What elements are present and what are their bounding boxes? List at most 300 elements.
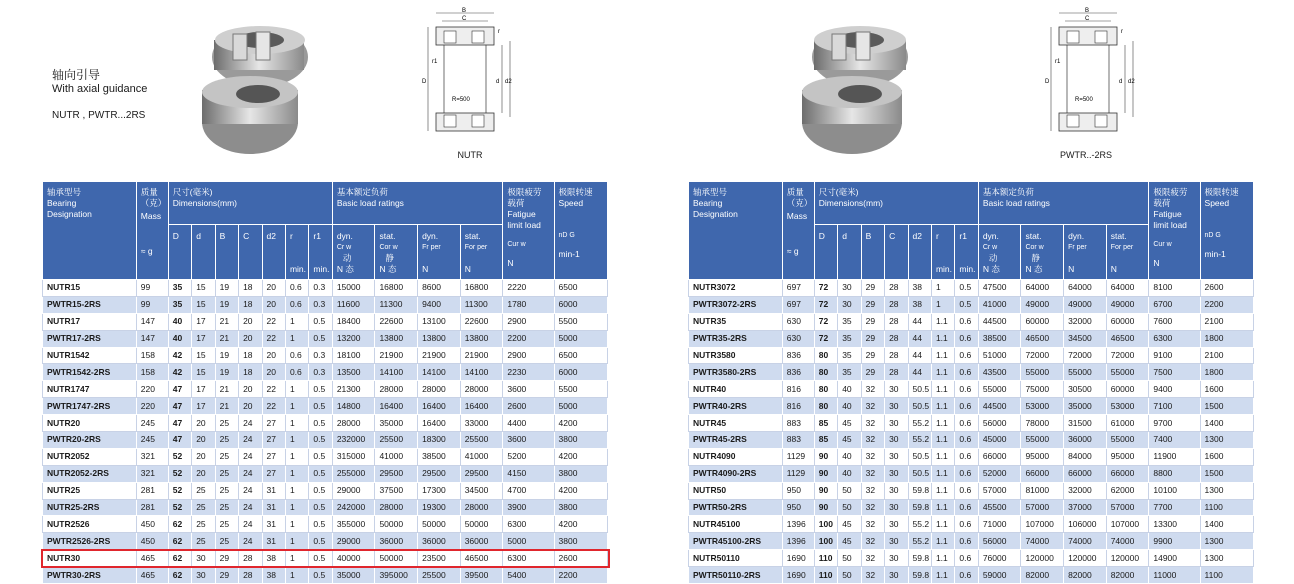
- table-cell: 6700: [1149, 296, 1200, 313]
- table-cell: 18: [239, 296, 262, 313]
- table-cell: 21900: [418, 347, 461, 364]
- table-cell: 16400: [418, 415, 461, 432]
- table-cell: 11300: [375, 296, 418, 313]
- table-cell: 14100: [418, 364, 461, 381]
- table-cell: 28: [885, 347, 908, 364]
- table-cell: 24: [239, 516, 262, 533]
- table-row: [689, 280, 1254, 297]
- table-cell: 9400: [1149, 381, 1200, 398]
- table-cell: 30: [838, 296, 861, 313]
- table-cell: 2600: [554, 550, 607, 567]
- table-cell: 1300: [1200, 533, 1253, 550]
- table-cell: 30: [838, 280, 861, 297]
- table-cell: 28: [885, 330, 908, 347]
- table-cell: 20: [239, 330, 262, 347]
- table-cell: 16400: [460, 398, 503, 415]
- table-cell: 630: [782, 313, 814, 330]
- table-cell: 1.1: [931, 499, 954, 516]
- designation-cell: PWTR1747-2RS: [43, 398, 137, 415]
- table-cell: 90: [814, 448, 837, 465]
- table-row: [43, 448, 608, 465]
- table-cell: 50000: [418, 516, 461, 533]
- table-cell: 66000: [1064, 465, 1107, 482]
- table-cell: 49000: [1106, 296, 1149, 313]
- table-cell: 90: [814, 465, 837, 482]
- table-row: [43, 415, 608, 432]
- table-cell: 395000: [375, 567, 418, 584]
- table-cell: 60000: [1106, 381, 1149, 398]
- table-cell: 9700: [1149, 415, 1200, 432]
- table-cell: 7600: [1149, 313, 1200, 330]
- table-cell: 44: [908, 330, 931, 347]
- table-cell: 20: [192, 432, 215, 449]
- table-cell: 29: [861, 347, 884, 364]
- table-cell: 35: [168, 296, 191, 313]
- table-cell: 20: [239, 381, 262, 398]
- table-cell: 59.8: [908, 550, 931, 567]
- table-cell: 1: [285, 330, 308, 347]
- table-cell: 66000: [1021, 465, 1064, 482]
- table-cell: 0.6: [955, 347, 978, 364]
- designation-cell: PWTR50-2RS: [689, 499, 783, 516]
- table-cell: 5000: [503, 533, 554, 550]
- table-cell: 29000: [332, 533, 375, 550]
- table-cell: 1100: [1200, 499, 1253, 516]
- table-cell: 35: [838, 330, 861, 347]
- table-row: [43, 364, 608, 381]
- table-cell: 45: [838, 533, 861, 550]
- designation-cell: PWTR4090-2RS: [689, 465, 783, 482]
- table-cell: 28000: [375, 499, 418, 516]
- table-cell: 1: [285, 567, 308, 584]
- table-cell: 1800: [1200, 330, 1253, 347]
- table-cell: 5500: [554, 313, 607, 330]
- table-cell: 0.5: [309, 533, 332, 550]
- table-cell: 1.1: [931, 415, 954, 432]
- designation-cell: NUTR25-2RS: [43, 499, 137, 516]
- table-cell: 25: [215, 415, 238, 432]
- table-cell: 20: [192, 415, 215, 432]
- bearing-drawing-right: [1037, 5, 1137, 150]
- label-B: B: [1085, 8, 1090, 14]
- table-cell: 465: [136, 567, 168, 584]
- table-cell: 24: [239, 533, 262, 550]
- table-cell: 32: [861, 381, 884, 398]
- table-cell: 35: [838, 364, 861, 381]
- table-cell: 20: [239, 313, 262, 330]
- table-cell: 14800: [332, 398, 375, 415]
- designation-cell: NUTR50110: [689, 550, 783, 567]
- table-cell: 47: [168, 381, 191, 398]
- table-row: [43, 432, 608, 449]
- table-cell: 7400: [1149, 432, 1200, 449]
- table-cell: 66000: [1106, 465, 1149, 482]
- table-cell: 25: [192, 516, 215, 533]
- designation-cell: NUTR2052: [43, 448, 137, 465]
- table-row: [689, 550, 1254, 567]
- table-cell: 32000: [1064, 482, 1107, 499]
- table-cell: 1.1: [931, 330, 954, 347]
- designation-cell: PWTR30-2RS: [43, 567, 137, 584]
- table-cell: 7500: [1149, 364, 1200, 381]
- table-cell: 18300: [418, 432, 461, 449]
- table-cell: 1.1: [931, 533, 954, 550]
- table-cell: 42: [168, 347, 191, 364]
- table-cell: 14100: [375, 364, 418, 381]
- table-cell: 31: [262, 533, 285, 550]
- table-cell: 38: [908, 296, 931, 313]
- table-cell: 24: [239, 432, 262, 449]
- table-cell: 72000: [1106, 347, 1149, 364]
- table-cell: 18: [239, 347, 262, 364]
- table-row: [43, 533, 608, 550]
- table-cell: 0.6: [955, 482, 978, 499]
- table-cell: 1300: [1200, 432, 1253, 449]
- table-cell: 1800: [1200, 364, 1253, 381]
- table-cell: 40: [168, 313, 191, 330]
- table-cell: 0.6: [955, 364, 978, 381]
- table-cell: 47: [168, 415, 191, 432]
- designation-cell: PWTR50110-2RS: [689, 567, 783, 584]
- table-cell: 82000: [1106, 567, 1149, 584]
- table-cell: 64000: [1106, 280, 1149, 297]
- table-cell: 0.6: [955, 330, 978, 347]
- table-cell: 29: [215, 550, 238, 567]
- table-cell: 55.2: [908, 432, 931, 449]
- table-cell: 1400: [1200, 516, 1253, 533]
- table-cell: 55.2: [908, 516, 931, 533]
- table-cell: 99: [136, 280, 168, 297]
- table-cell: 2220: [503, 280, 554, 297]
- table-cell: 72000: [1064, 347, 1107, 364]
- table-cell: 2100: [1200, 347, 1253, 364]
- table-cell: 0.5: [955, 280, 978, 297]
- table-cell: 3800: [554, 533, 607, 550]
- table-cell: 107000: [1021, 516, 1064, 533]
- table-cell: 13500: [332, 364, 375, 381]
- table-cell: 24: [239, 465, 262, 482]
- table-row: [689, 347, 1254, 364]
- table-cell: 13800: [375, 330, 418, 347]
- table-cell: 45: [838, 516, 861, 533]
- table-cell: 99: [136, 296, 168, 313]
- table-cell: 29: [215, 567, 238, 584]
- section-title-cn: 轴向引导: [52, 68, 101, 82]
- col-stat: stat. Cor w 静 N 态: [375, 225, 418, 280]
- table-row: [43, 296, 608, 313]
- table-cell: 3800: [554, 465, 607, 482]
- table-cell: 55000: [1021, 432, 1064, 449]
- table-cell: 29000: [332, 482, 375, 499]
- table-cell: 25: [215, 533, 238, 550]
- table-cell: 20: [262, 364, 285, 381]
- table-cell: 16400: [375, 398, 418, 415]
- col-designation: 轴承型号 Bearing Designation: [689, 182, 783, 280]
- table-cell: 25: [192, 499, 215, 516]
- table-row: [689, 381, 1254, 398]
- table-row: [689, 296, 1254, 313]
- table-cell: 0.5: [955, 296, 978, 313]
- col-r1: r1 min.: [309, 225, 332, 280]
- designation-cell: NUTR30: [43, 550, 137, 567]
- table-cell: 72: [814, 330, 837, 347]
- table-cell: 31: [262, 499, 285, 516]
- table-cell: 82000: [1064, 567, 1107, 584]
- table-cell: 35000: [332, 567, 375, 584]
- table-cell: 1.1: [931, 448, 954, 465]
- table-cell: 21900: [460, 347, 503, 364]
- table-row: [43, 482, 608, 499]
- table-cell: 32: [861, 398, 884, 415]
- table-cell: 29: [861, 313, 884, 330]
- table-cell: 49000: [1064, 296, 1107, 313]
- table-cell: 19300: [418, 499, 461, 516]
- table-row: [689, 313, 1254, 330]
- table-cell: 281: [136, 499, 168, 516]
- table-cell: 9100: [1149, 347, 1200, 364]
- series-label: NUTR , PWTR...2RS: [52, 110, 146, 121]
- table-cell: 450: [136, 516, 168, 533]
- table-cell: 40000: [332, 550, 375, 567]
- table-cell: 28: [885, 313, 908, 330]
- table-cell: 1: [285, 381, 308, 398]
- table-cell: 100: [814, 516, 837, 533]
- table-cell: 24: [239, 448, 262, 465]
- designation-cell: NUTR25: [43, 482, 137, 499]
- table-cell: 52000: [978, 465, 1021, 482]
- table-cell: 16400: [418, 398, 461, 415]
- table-cell: 80: [814, 364, 837, 381]
- table-cell: 29: [861, 364, 884, 381]
- table-cell: 50000: [375, 516, 418, 533]
- designation-cell: PWTR20-2RS: [43, 432, 137, 449]
- table-cell: 15: [192, 296, 215, 313]
- designation-cell: NUTR50: [689, 482, 783, 499]
- label-R: R=500: [1075, 97, 1093, 103]
- table-cell: 28000: [418, 381, 461, 398]
- table-cell: 40: [838, 398, 861, 415]
- table-cell: 84000: [1064, 448, 1107, 465]
- table-cell: 4200: [554, 516, 607, 533]
- table-cell: 6000: [554, 296, 607, 313]
- table-cell: 816: [782, 398, 814, 415]
- table-cell: 4200: [554, 482, 607, 499]
- table-cell: 3900: [503, 499, 554, 516]
- table-cell: 1100: [1200, 567, 1253, 584]
- table-cell: 21900: [375, 347, 418, 364]
- col-stat: stat. Cor w 静 N 态: [1021, 225, 1064, 280]
- table-cell: 30: [885, 381, 908, 398]
- table-cell: 85: [814, 432, 837, 449]
- table-cell: 120000: [1106, 550, 1149, 567]
- table-cell: 3600: [503, 381, 554, 398]
- table-cell: 72: [814, 313, 837, 330]
- designation-cell: NUTR45100: [689, 516, 783, 533]
- designation-cell: PWTR2526-2RS: [43, 533, 137, 550]
- table-cell: 0.6: [955, 398, 978, 415]
- table-row: [689, 516, 1254, 533]
- table-cell: 1: [285, 448, 308, 465]
- designation-cell: PWTR1542-2RS: [43, 364, 137, 381]
- col-dim: D: [168, 225, 191, 280]
- table-cell: 95000: [1021, 448, 1064, 465]
- table-cell: 53000: [1106, 398, 1149, 415]
- table-cell: 38500: [418, 448, 461, 465]
- table-cell: 1600: [1200, 381, 1253, 398]
- table-cell: 15000: [332, 280, 375, 297]
- table-cell: 6500: [554, 347, 607, 364]
- table-cell: 355000: [332, 516, 375, 533]
- table-cell: 32: [861, 465, 884, 482]
- table-cell: 57000: [978, 482, 1021, 499]
- table-cell: 46500: [1106, 330, 1149, 347]
- table-cell: 0.6: [955, 415, 978, 432]
- col-dim: B: [215, 225, 238, 280]
- table-cell: 44: [908, 313, 931, 330]
- table-cell: 107000: [1106, 516, 1149, 533]
- table-cell: 630: [782, 330, 814, 347]
- table-cell: 1129: [782, 448, 814, 465]
- table-cell: 27: [262, 448, 285, 465]
- table-cell: 30: [885, 415, 908, 432]
- table-cell: 106000: [1064, 516, 1107, 533]
- designation-cell: PWTR35-2RS: [689, 330, 783, 347]
- table-cell: 45: [838, 415, 861, 432]
- table-cell: 50.5: [908, 448, 931, 465]
- table-cell: 38: [262, 567, 285, 584]
- col-dyn: dyn. Cr w 动 N 态: [978, 225, 1021, 280]
- table-cell: 46500: [1021, 330, 1064, 347]
- table-cell: 55000: [1106, 364, 1149, 381]
- designation-cell: NUTR1542: [43, 347, 137, 364]
- table-cell: 24: [239, 482, 262, 499]
- col-dyn-per: dyn. Fr per N: [418, 225, 461, 280]
- table-cell: 20: [262, 347, 285, 364]
- table-cell: 120000: [1064, 550, 1107, 567]
- label-r1: r1: [1055, 59, 1061, 65]
- bearing-drawing-left: [414, 5, 514, 150]
- table-cell: 55000: [1064, 364, 1107, 381]
- table-cell: 20: [262, 296, 285, 313]
- table-cell: 1: [285, 415, 308, 432]
- table-cell: 245: [136, 415, 168, 432]
- table-cell: 0.6: [955, 432, 978, 449]
- table-cell: 21: [215, 398, 238, 415]
- table-cell: 36000: [418, 533, 461, 550]
- table-cell: 45000: [978, 432, 1021, 449]
- table-cell: 245: [136, 432, 168, 449]
- table-cell: 60000: [1106, 313, 1149, 330]
- col-mass: 质量 （克） Mass ≈ g: [136, 182, 168, 280]
- table-cell: 7700: [1149, 499, 1200, 516]
- table-cell: 59.8: [908, 482, 931, 499]
- table-cell: 40: [838, 381, 861, 398]
- table-cell: 43500: [978, 364, 1021, 381]
- table-cell: 4150: [503, 465, 554, 482]
- table-cell: 2230: [503, 364, 554, 381]
- table-cell: 1500: [1200, 465, 1253, 482]
- col-dim: d2: [262, 225, 285, 280]
- table-cell: 25: [192, 482, 215, 499]
- table-cell: 11600: [332, 296, 375, 313]
- table-cell: 1: [285, 482, 308, 499]
- col-dim: C: [239, 225, 262, 280]
- table-cell: 13800: [460, 330, 503, 347]
- col-dim: d2: [908, 225, 931, 280]
- table-row: [689, 448, 1254, 465]
- table-cell: 255000: [332, 465, 375, 482]
- table-cell: 81000: [1021, 482, 1064, 499]
- table-cell: 57000: [1106, 499, 1149, 516]
- table-cell: 0.6: [955, 533, 978, 550]
- designation-cell: NUTR20: [43, 415, 137, 432]
- table-cell: 321: [136, 465, 168, 482]
- table-row: [689, 499, 1254, 516]
- table-cell: 883: [782, 415, 814, 432]
- table-cell: 4700: [503, 482, 554, 499]
- label-r: r: [1121, 29, 1123, 35]
- table-cell: 47: [168, 398, 191, 415]
- table-cell: 0.5: [309, 432, 332, 449]
- table-cell: 62: [168, 516, 191, 533]
- table-cell: 1.1: [931, 482, 954, 499]
- table-cell: 59.8: [908, 499, 931, 516]
- table-row: [689, 567, 1254, 584]
- table-cell: 3800: [554, 432, 607, 449]
- table-row: [43, 567, 608, 584]
- table-cell: 80: [814, 398, 837, 415]
- table-cell: 76000: [978, 550, 1021, 567]
- table-cell: 52: [168, 448, 191, 465]
- label-C: C: [1085, 16, 1090, 22]
- table-cell: 19: [215, 280, 238, 297]
- table-cell: 20: [262, 280, 285, 297]
- table-cell: 82000: [1021, 567, 1064, 584]
- table-cell: 2900: [503, 347, 554, 364]
- table-cell: 19: [215, 347, 238, 364]
- table-cell: 1: [285, 550, 308, 567]
- table-cell: 50: [838, 482, 861, 499]
- table-cell: 0.5: [309, 313, 332, 330]
- col-dim: D: [814, 225, 837, 280]
- table-cell: 55.2: [908, 533, 931, 550]
- table-cell: 110: [814, 550, 837, 567]
- col-r: r min.: [285, 225, 308, 280]
- table-cell: 59000: [978, 567, 1021, 584]
- table-cell: 47: [168, 432, 191, 449]
- table-cell: 72000: [1021, 347, 1064, 364]
- table-cell: 2600: [1200, 280, 1253, 297]
- table-cell: 51000: [978, 347, 1021, 364]
- table-cell: 20: [192, 448, 215, 465]
- label-d: d: [496, 79, 500, 85]
- table-cell: 28000: [460, 499, 503, 516]
- table-cell: 44: [908, 347, 931, 364]
- table-cell: 28: [239, 550, 262, 567]
- table-cell: 3600: [503, 432, 554, 449]
- table-cell: 6300: [503, 516, 554, 533]
- table-cell: 17300: [418, 482, 461, 499]
- label-B: B: [462, 8, 467, 14]
- table-cell: 2600: [503, 398, 554, 415]
- table-cell: 1129: [782, 465, 814, 482]
- table-row: [43, 330, 608, 347]
- table-cell: 45500: [978, 499, 1021, 516]
- table-cell: 4200: [554, 415, 607, 432]
- table-cell: 28: [885, 280, 908, 297]
- table-cell: 30: [885, 448, 908, 465]
- table-cell: 72: [814, 296, 837, 313]
